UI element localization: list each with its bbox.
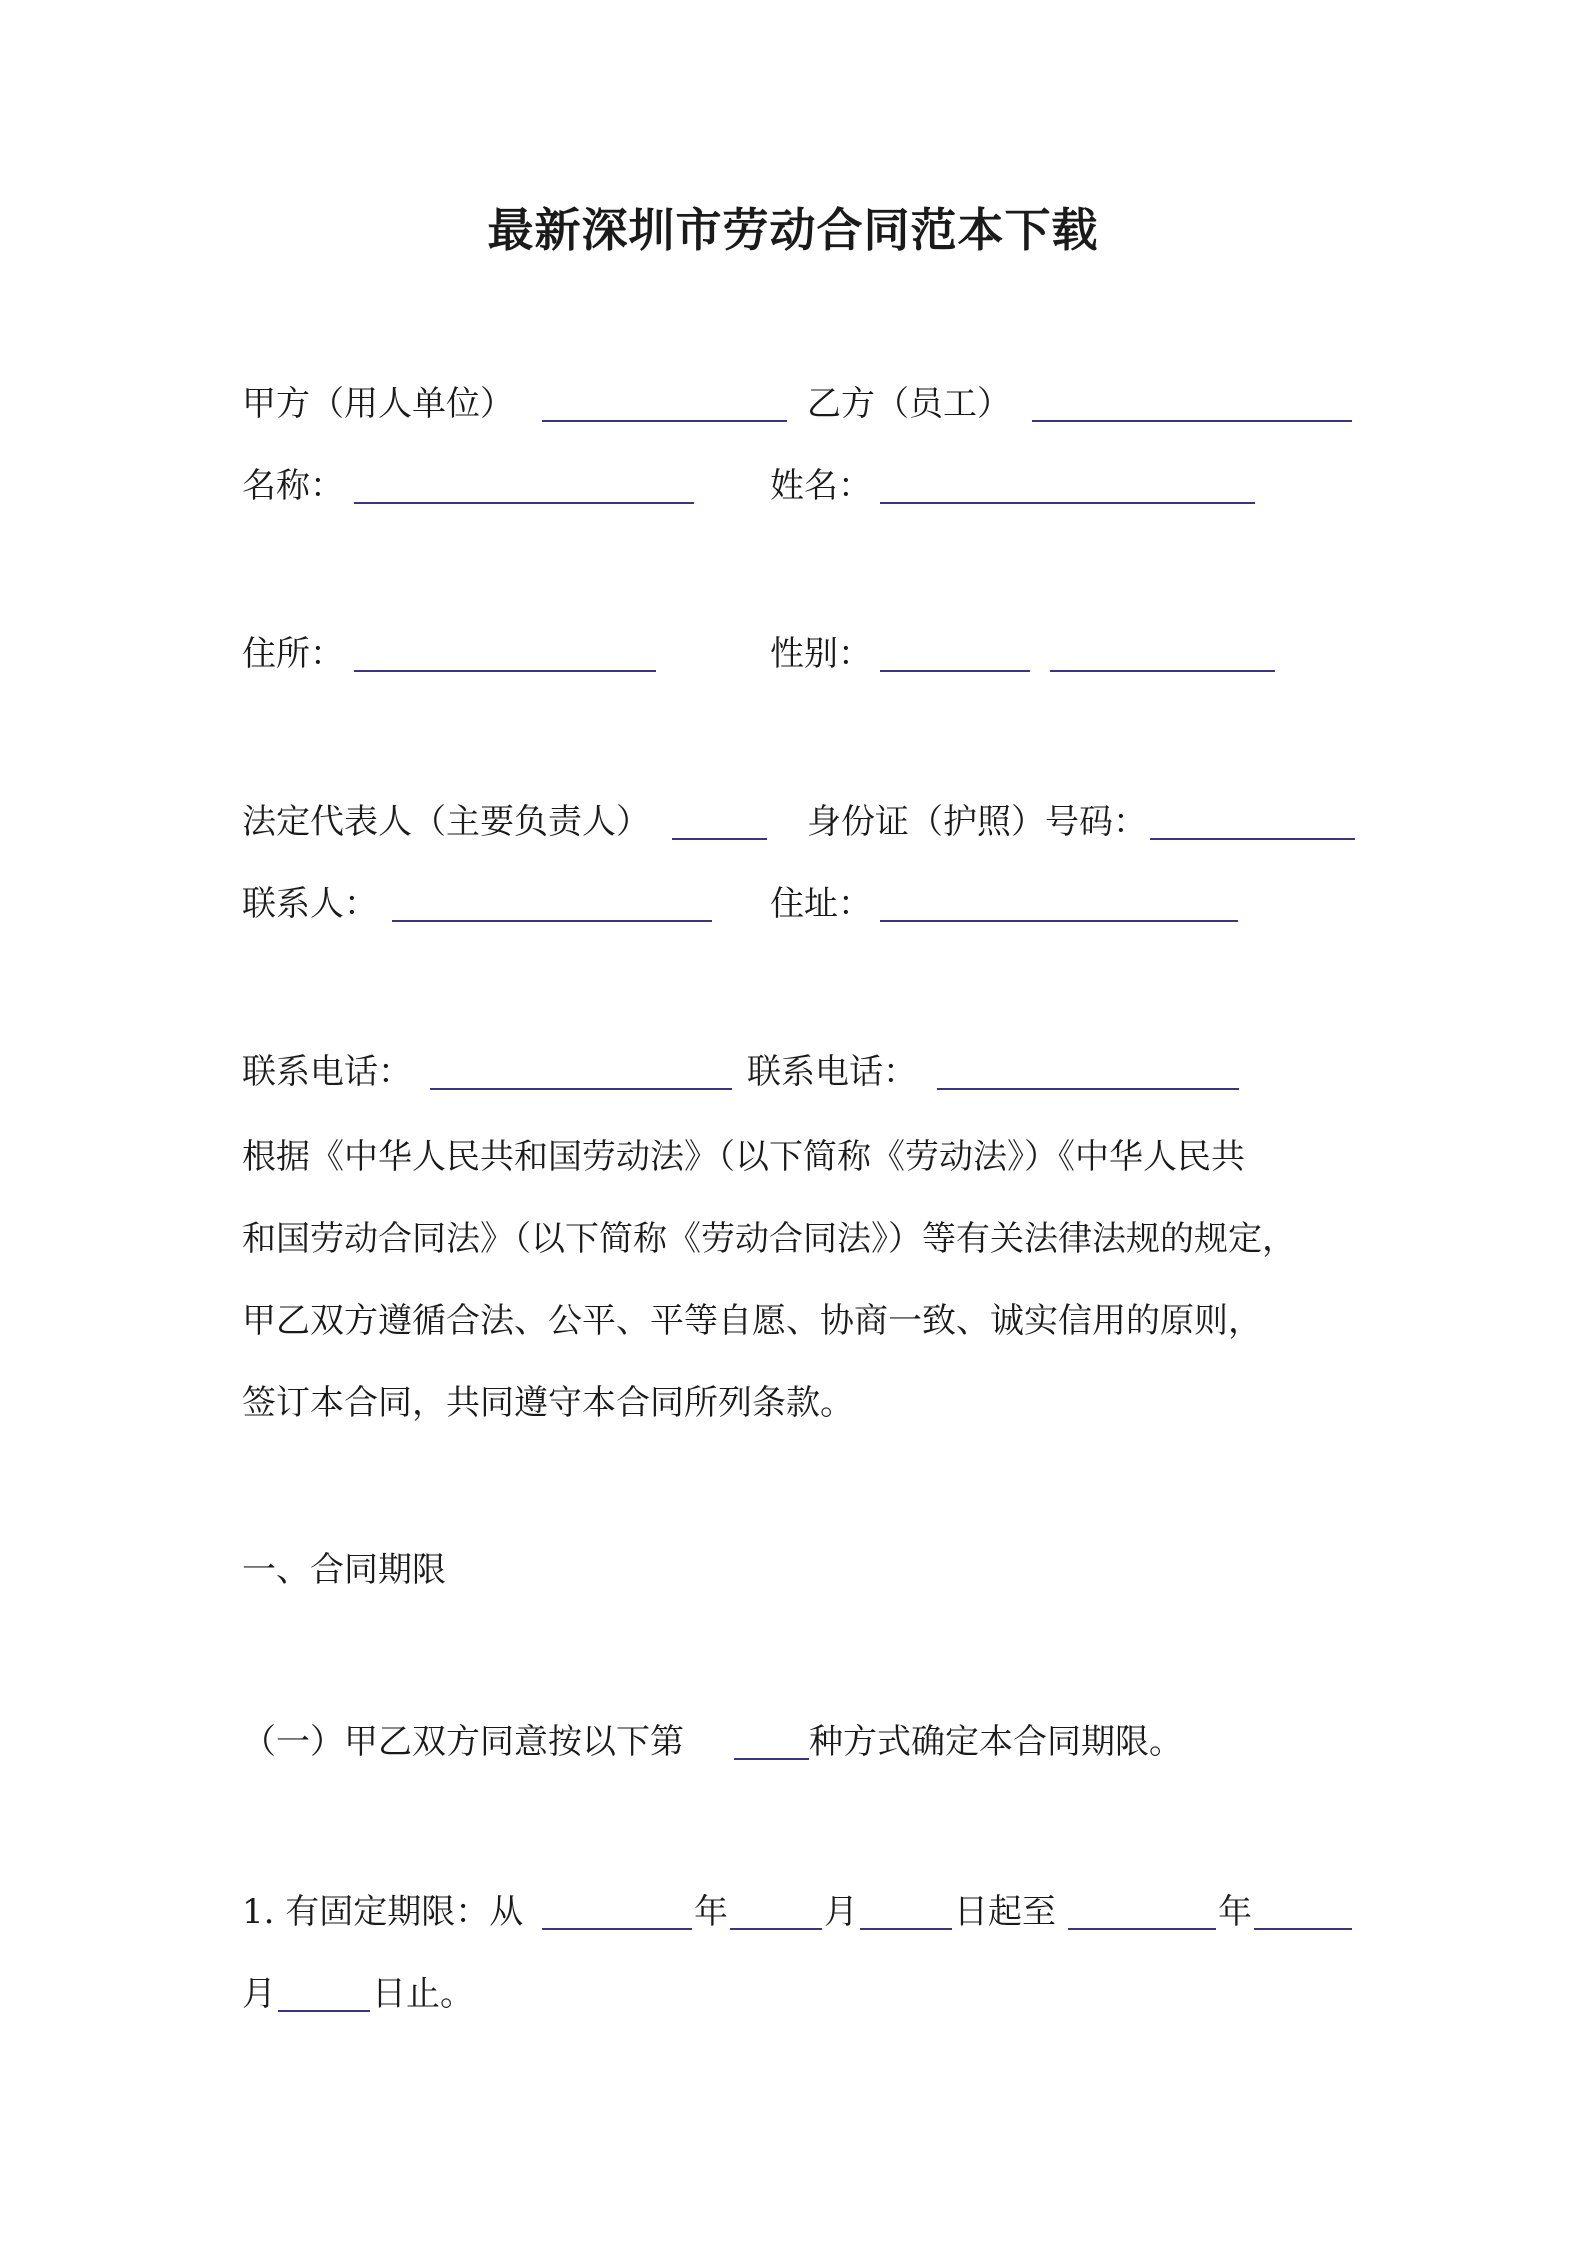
gender-extra-blank[interactable] [1050, 670, 1275, 672]
end-day-label: 日止。 [372, 1974, 474, 2014]
contact-label: 联系人： [242, 884, 378, 924]
gender-label: 性别： [770, 634, 872, 674]
end-year-blank[interactable] [1068, 1928, 1216, 1930]
end-day-blank[interactable] [278, 2010, 370, 2012]
fixed-term-line-2 [242, 1970, 1352, 2018]
start-year-blank[interactable] [542, 1928, 692, 1930]
preamble-line: 签订本合同，共同遵守本合同所列条款。 [242, 1383, 854, 1423]
preamble-line: 根据《中华人民共和国劳动法》（以下简称《劳动法》）《中华人民共 [242, 1137, 1245, 1177]
address-blank[interactable] [880, 920, 1238, 922]
name-row [242, 462, 1352, 510]
id-blank[interactable] [1150, 838, 1355, 840]
party-a-blank[interactable] [542, 420, 787, 422]
preamble-line: 和国劳动合同法》（以下简称《劳动合同法》）等有关法律法规的规定， [242, 1219, 1296, 1259]
party-a-label: 甲方（用人单位） [242, 384, 514, 424]
phone-row [242, 1048, 1352, 1096]
preamble-line: 甲乙双方遵循合法、公平、平等自愿、协商一致、诚实信用的原则， [242, 1301, 1262, 1341]
phone-a-label: 联系电话： [242, 1052, 412, 1092]
party-b-label: 乙方（员工） [807, 384, 1011, 424]
end-year-label: 年 [1218, 1892, 1252, 1932]
gender-blank[interactable] [880, 670, 1030, 672]
residence-blank[interactable] [354, 670, 656, 672]
term-method-blank[interactable] [734, 1758, 809, 1760]
legal-rep-row [242, 798, 1352, 846]
name-blank[interactable] [354, 502, 694, 504]
person-name-blank[interactable] [880, 502, 1255, 504]
end-month-blank[interactable] [1254, 1928, 1352, 1930]
id-label: 身份证（护照）号码： [807, 802, 1147, 842]
section-heading: 一、合同期限 [242, 1550, 446, 1590]
start-day-label: 日起至 [954, 1892, 1056, 1932]
contact-blank[interactable] [392, 920, 712, 922]
term-clause-suffix: 种方式确定本合同期限。 [809, 1722, 1183, 1762]
term-clause [242, 1718, 1352, 1766]
start-month-blank[interactable] [730, 1928, 822, 1930]
name-label: 名称： [242, 466, 344, 506]
fixed-term-prefix: 1. 有固定期限：从 [242, 1892, 524, 1932]
person-name-label: 姓名： [770, 466, 872, 506]
preamble-paragraph [242, 1116, 1352, 1444]
start-day-blank[interactable] [860, 1928, 952, 1930]
document-title: 最新深圳市劳动合同范本下载 [487, 203, 1099, 257]
term-clause-prefix: （一）甲乙双方同意按以下第 [242, 1722, 684, 1762]
party-row [242, 380, 1352, 428]
residence-row [242, 630, 1352, 678]
party-b-blank[interactable] [1032, 420, 1352, 422]
legal-rep-label: 法定代表人（主要负责人） [242, 802, 650, 842]
phone-a-blank[interactable] [430, 1088, 732, 1090]
end-month-label: 月 [242, 1974, 276, 2014]
contact-row [242, 880, 1352, 928]
residence-label: 住所： [242, 634, 344, 674]
fixed-term-line [242, 1888, 1352, 1936]
phone-b-blank[interactable] [937, 1088, 1239, 1090]
legal-rep-blank[interactable] [672, 838, 767, 840]
address-label: 住址： [770, 884, 872, 924]
start-year-label: 年 [694, 1892, 728, 1932]
phone-b-label: 联系电话： [747, 1052, 917, 1092]
start-month-label: 月 [824, 1892, 858, 1932]
